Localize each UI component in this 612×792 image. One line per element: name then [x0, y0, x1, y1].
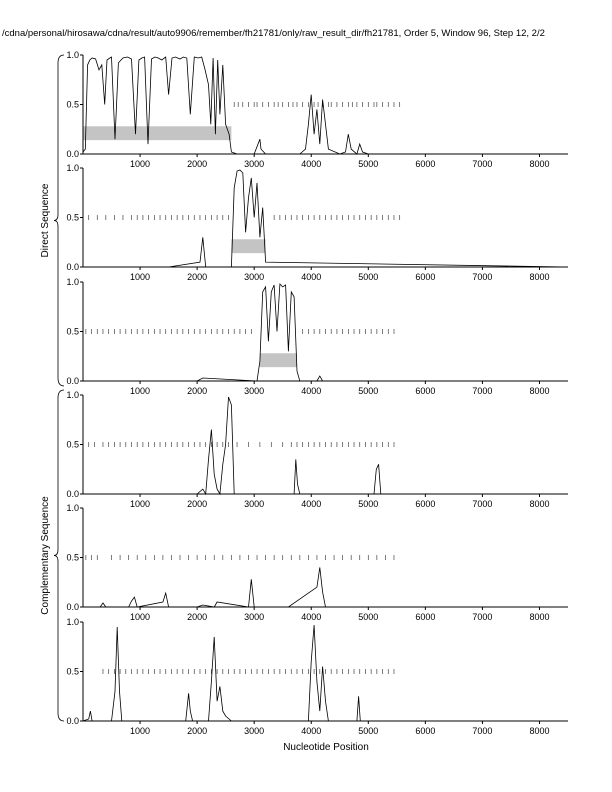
- x-tick-label: 1000: [130, 499, 151, 509]
- y-tick-label: 1.0: [66, 163, 79, 173]
- hit-markers: [103, 669, 394, 674]
- x-tick-label: 6000: [415, 386, 436, 396]
- y-tick-label: 0.0: [66, 262, 79, 272]
- panel-2: [66, 163, 568, 282]
- x-tick-label: 7000: [472, 499, 493, 509]
- panel-3: [66, 277, 568, 396]
- x-tick-label: 3000: [244, 272, 265, 282]
- x-tick-label: 8000: [529, 386, 550, 396]
- x-tick-label: 7000: [472, 612, 493, 622]
- region-box: [260, 353, 297, 367]
- x-tick-label: 6000: [415, 499, 436, 509]
- y-tick-label: 0.0: [66, 489, 79, 499]
- complementary-sequence-label: Complementary Sequence: [40, 496, 51, 615]
- x-tick-label: 5000: [358, 272, 379, 282]
- direct-sequence-label: Direct Sequence: [40, 183, 51, 258]
- x-tick-label: 4000: [301, 499, 322, 509]
- x-tick-label: 2000: [187, 159, 208, 169]
- y-tick-label: 0.0: [66, 602, 79, 612]
- y-tick-label: 0.5: [66, 99, 79, 110]
- panel-1: [66, 50, 568, 169]
- x-tick-label: 5000: [358, 726, 379, 736]
- score-line: [83, 567, 568, 607]
- x-tick-label: 1000: [130, 726, 151, 736]
- x-tick-label: 4000: [301, 159, 322, 169]
- y-tick-label: 1.0: [66, 617, 79, 627]
- x-tick-label: 8000: [529, 159, 550, 169]
- y-tick-label: 0.0: [66, 376, 79, 386]
- x-tick-label: 5000: [358, 386, 379, 396]
- y-tick-label: 0.5: [66, 552, 79, 563]
- y-tick-label: 0.5: [66, 212, 79, 223]
- x-tick-label: 4000: [301, 386, 322, 396]
- x-tick-label: 2000: [187, 612, 208, 622]
- y-tick-label: 0.0: [66, 716, 79, 726]
- x-tick-label: 3000: [244, 726, 265, 736]
- group-brackets: [40, 55, 64, 721]
- x-tick-label: 8000: [529, 499, 550, 509]
- panels: [66, 50, 568, 736]
- x-tick-label: 4000: [301, 612, 322, 622]
- x-tick-label: 5000: [358, 159, 379, 169]
- region-box: [83, 126, 231, 140]
- y-tick-label: 1.0: [66, 390, 79, 400]
- x-tick-label: 5000: [358, 499, 379, 509]
- hit-markers: [89, 215, 400, 220]
- x-tick-label: 8000: [529, 272, 550, 282]
- x-tick-label: 8000: [529, 726, 550, 736]
- region-box: [231, 239, 265, 253]
- hit-markers: [86, 329, 394, 334]
- y-tick-label: 0.0: [66, 149, 79, 159]
- x-tick-label: 4000: [301, 726, 322, 736]
- chart-title: /cdna/personal/hirosawa/cdna/result/auto9906/remember/fh21781/only/raw_result_dir/fh21781, Order 5, Window 96, Step 12, 2/2: [2, 28, 545, 39]
- y-tick-label: 0.5: [66, 326, 79, 337]
- hit-markers: [89, 442, 394, 447]
- x-tick-label: 1000: [130, 272, 151, 282]
- x-tick-label: 3000: [244, 612, 265, 622]
- complementary-sequence-bracket: [54, 390, 64, 721]
- panel-6: [66, 617, 568, 736]
- x-tick-label: 3000: [244, 499, 265, 509]
- panel-5: [66, 503, 568, 622]
- x-tick-label: 1000: [130, 612, 151, 622]
- y-tick-label: 1.0: [66, 50, 79, 60]
- x-tick-label: 2000: [187, 726, 208, 736]
- x-tick-label: 6000: [415, 159, 436, 169]
- direct-sequence-bracket: [54, 55, 64, 386]
- hit-markers: [86, 555, 394, 560]
- y-tick-label: 1.0: [66, 277, 79, 287]
- y-tick-label: 0.5: [66, 666, 79, 677]
- x-tick-label: 8000: [529, 612, 550, 622]
- x-tick-label: 3000: [244, 159, 265, 169]
- x-tick-label: 2000: [187, 386, 208, 396]
- x-tick-label: 3000: [244, 386, 265, 396]
- x-tick-label: 6000: [415, 726, 436, 736]
- x-axis-label: Nucleotide Position: [283, 742, 369, 753]
- x-tick-label: 6000: [415, 612, 436, 622]
- y-tick-label: 0.5: [66, 439, 79, 450]
- hit-markers: [234, 102, 399, 107]
- y-tick-label: 1.0: [66, 503, 79, 513]
- x-tick-label: 7000: [472, 272, 493, 282]
- x-tick-label: 2000: [187, 499, 208, 509]
- x-tick-label: 2000: [187, 272, 208, 282]
- x-tick-label: 7000: [472, 159, 493, 169]
- x-tick-label: 7000: [472, 726, 493, 736]
- x-tick-label: 4000: [301, 272, 322, 282]
- panel-4: [66, 390, 568, 509]
- x-tick-label: 7000: [472, 386, 493, 396]
- x-tick-label: 1000: [130, 386, 151, 396]
- x-tick-label: 5000: [358, 612, 379, 622]
- x-tick-label: 6000: [415, 272, 436, 282]
- x-tick-label: 1000: [130, 159, 151, 169]
